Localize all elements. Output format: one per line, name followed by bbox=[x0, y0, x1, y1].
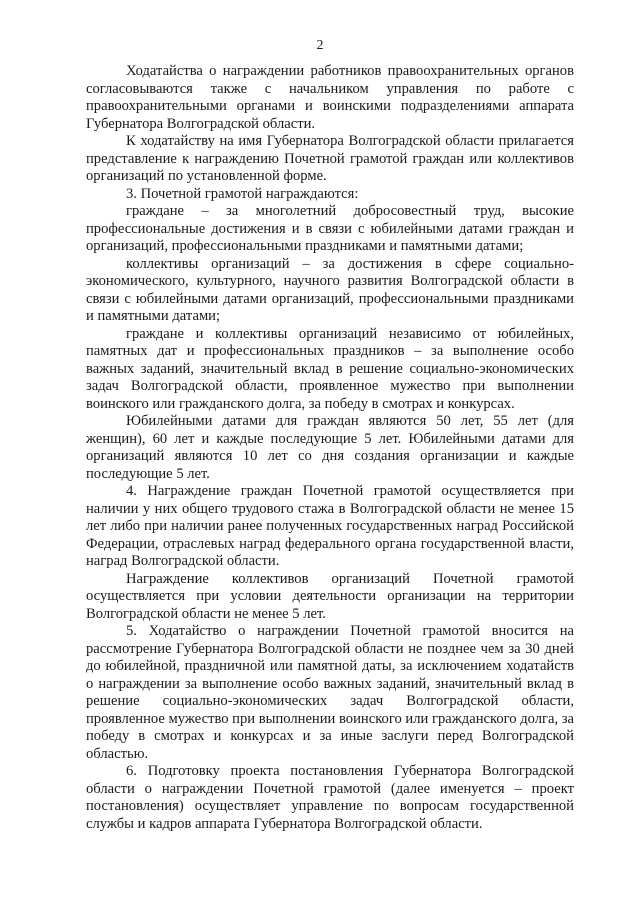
paragraph-law-enforcement-approval: Ходатайства о награждении работников правоохранительных органов согласовываются также с начальником управления по работе с правоохранительными органами и воинскими подразделениями аппарата Губернатора Волгоградской области. bbox=[86, 63, 574, 132]
paragraph-governor-petition: К ходатайству на имя Губернатора Волгоградской области прилагается представление к награждению Почетной грамотой граждан или коллективов организаций по установленной форме. bbox=[86, 133, 574, 184]
paragraph-section-4-citizens: 4. Награждение граждан Почетной грамотой осуществляется при наличии у них общего трудового стажа в Волгоградской области не менее 15 лет либо при наличии ранее полученных государственных наград Российской Федерации, отраслевых наград федерального органа государственной власти, наград Волгоградской области. bbox=[86, 483, 574, 569]
paragraph-independent-award: граждане и коллективы организаций независимо от юбилейных, памятных дат и профессиональных праздников – за выполнение особо важных заданий, значительный вклад в решение социально-экономических задач Волгоградской области, проявленное мужество при выполнении воинского или гражданского долга, за победу в смотрах и конкурсах. bbox=[86, 325, 574, 412]
paragraph-anniversary-dates: Юбилейными датами для граждан являются 50 лет, 55 лет (для женщин), 60 лет и каждые последующие 5 лет. Юбилейными датами для организаций являются 10 лет со дня создания организации и каждые последующие 5 лет. bbox=[86, 413, 574, 482]
paragraph-section-5-petition: 5. Ходатайство о награждении Почетной грамотой вносится на рассмотрение Губернатора Волгоградской области не позднее чем за 30 дней до юбилейной, праздничной или памятной даты, за исключением ходатайств о награждении за выполнение особо важных заданий, значительный вклад в решение социально-экономических задач Волгоградской области, проявленное мужество при выполнении воинского или гражданского долга, за победу в смотрах и конкурсах и за иные заслуги перед Волгоградской областью. bbox=[86, 623, 575, 762]
paragraph-citizens-award: граждане – за многолетний добросовестный труд, высокие профессиональные достижения и в связи с юбилейными датами граждан и организаций, профессиональными праздниками и памятными датами; bbox=[86, 203, 574, 254]
paragraph-section-3-heading: 3. Почетной грамотой награждаются: bbox=[126, 185, 359, 202]
paragraph-section-6-draft: 6. Подготовку проекта постановления Губернатора Волгоградской области о награждении Почетной грамотой (далее именуется – проект постановления) осуществляет управление по вопросам государственной службы и кадров аппарата Губернатора Волгоградской области. bbox=[86, 763, 574, 832]
paragraph-section-4-collectives: Награждение коллективов организаций Почетной грамотой осуществляется при условии деятельности организации на территории Волгоградской области не менее 5 лет. bbox=[86, 570, 574, 622]
document-body bbox=[86, 63, 574, 833]
paragraph-collectives-award: коллективы организаций – за достижения в сфере социально-экономического, культурного, научного развития Волгоградской области в связи с юбилейными датами организаций, профессиональными праздниками и памятными датами; bbox=[86, 255, 574, 324]
page-number: 2 bbox=[316, 38, 324, 53]
